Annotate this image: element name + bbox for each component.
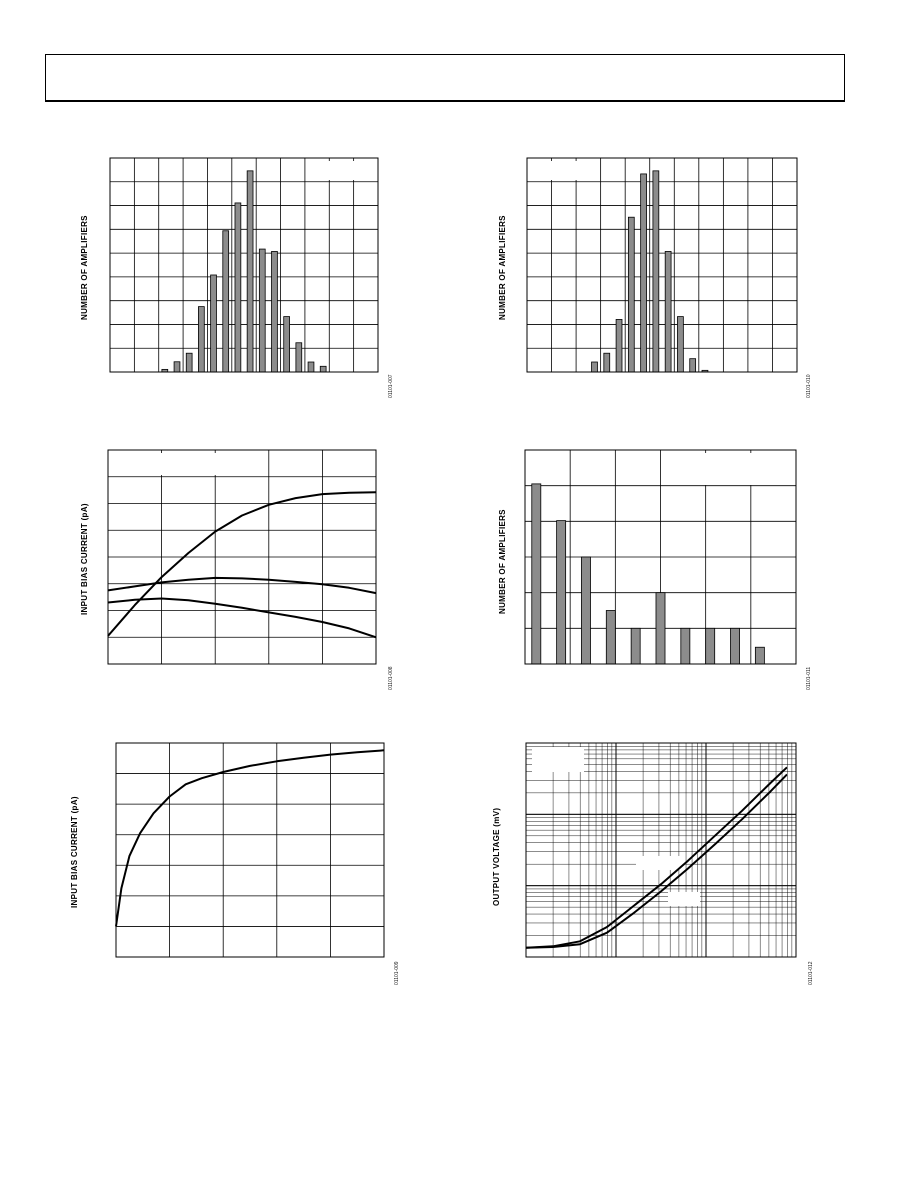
chart-6-ylabel: OUTPUT VOLTAGE (mV) bbox=[492, 807, 501, 906]
chart-6-curve-label-box bbox=[636, 856, 684, 870]
chart-3-ylabel: INPUT BIAS CURRENT (pA) bbox=[80, 503, 89, 615]
chart-6-curve-label-box bbox=[668, 892, 700, 906]
chart-2-figure-id: 01101-010 bbox=[806, 374, 812, 398]
chart-5-ylabel: INPUT BIAS CURRENT (pA) bbox=[70, 796, 79, 908]
chart-4-figure-id: 01101-011 bbox=[806, 666, 812, 690]
chart-1-ylabel: NUMBER OF AMPLIFIERS bbox=[80, 215, 89, 320]
chart-6-frame bbox=[526, 743, 796, 957]
chart-6-legend-box bbox=[532, 747, 584, 772]
chart-2-ylabel: NUMBER OF AMPLIFIERS bbox=[498, 215, 507, 320]
chart-4-ylabel: NUMBER OF AMPLIFIERS bbox=[498, 509, 507, 614]
chart-6-figure-id: 01101-012 bbox=[808, 961, 814, 985]
chart-5-figure-id: 01101-009 bbox=[394, 961, 400, 985]
chart-6-grid bbox=[526, 743, 796, 957]
chart-3-figure-id: 01101-008 bbox=[388, 666, 394, 690]
chart-1-figure-id: 01101-007 bbox=[388, 374, 394, 398]
